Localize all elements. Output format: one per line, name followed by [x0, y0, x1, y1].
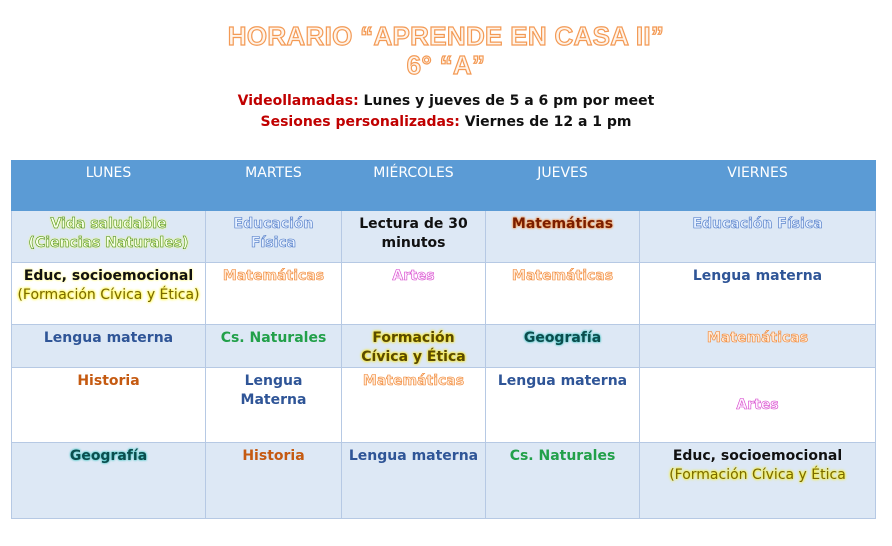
schedule-cell: Artes: [342, 263, 486, 325]
schedule-cell: Matemáticas: [206, 263, 342, 325]
schedule-cell: Matemáticas: [342, 368, 486, 443]
schedule-cell: Matemáticas: [486, 211, 640, 263]
schedule-cell: Artes: [640, 368, 876, 443]
table-row: [12, 443, 876, 519]
day-header-row: [12, 161, 876, 211]
schedule-cell: Cs. Naturales: [206, 325, 342, 368]
sessions-label: Sesiones personalizadas:: [260, 114, 460, 130]
day-header: VIERNES: [640, 161, 876, 211]
schedule-cell: Lengua materna: [342, 443, 486, 519]
schedule-cell: Geografía: [486, 325, 640, 368]
videocall-text: Lunes y jueves de 5 a 6 pm por meet: [358, 93, 655, 109]
videocall-label: Videollamadas:: [237, 93, 359, 109]
schedule-cell: Educación Física: [640, 211, 876, 263]
schedule-cell: Lengua materna: [486, 368, 640, 443]
table-row: [12, 368, 876, 443]
schedule-cell: Matemáticas: [486, 263, 640, 325]
day-header: JUEVES: [486, 161, 640, 211]
day-header: LUNES: [12, 161, 206, 211]
schedule-cell: Educ, socioemocional (Formación Cívica y Ética): [12, 263, 206, 325]
schedule-cell: Lengua Materna: [206, 368, 342, 443]
schedule-table: [11, 160, 876, 519]
schedule-cell: Matemáticas: [640, 325, 876, 368]
schedule-cell: Lectura de 30 minutos: [342, 211, 486, 263]
sessions-info: [0, 114, 892, 130]
title-line-1: HORARIO “APRENDE EN CASA II”: [227, 21, 665, 51]
schedule-cell: Lengua materna: [12, 325, 206, 368]
day-header: MIÉRCOLES: [342, 161, 486, 211]
title-line-2: 6° “A”: [406, 50, 486, 80]
schedule-cell: Cs. Naturales: [486, 443, 640, 519]
table-row: [12, 263, 876, 325]
day-header: MARTES: [206, 161, 342, 211]
schedule-cell: Educ, socioemocional (Formación Cívica y Ética: [640, 443, 876, 519]
sessions-text: Viernes de 12 a 1 pm: [459, 114, 632, 130]
videocall-info: [0, 93, 892, 109]
table-row: [12, 325, 876, 368]
table-row: [12, 211, 876, 263]
schedule-cell: Historia: [206, 443, 342, 519]
schedule-cell: Educación Física: [206, 211, 342, 263]
schedule-cell: Formación Cívica y Ética: [342, 325, 486, 368]
schedule-cell: Vida saludable (Ciencias Naturales): [12, 211, 206, 263]
schedule-cell: Geografía: [12, 443, 206, 519]
schedule-cell: Historia: [12, 368, 206, 443]
schedule-cell: Lengua materna: [640, 263, 876, 325]
page-title: [0, 22, 892, 80]
